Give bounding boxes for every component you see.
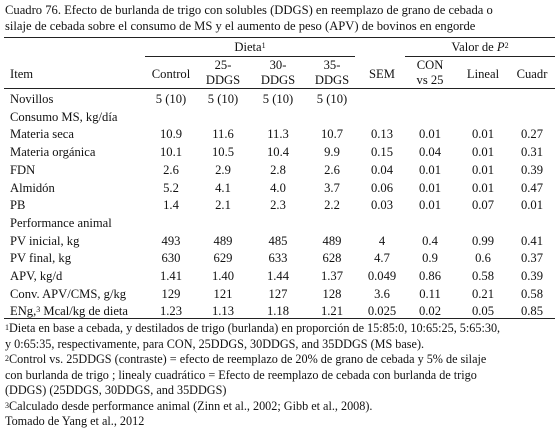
- header-rule: [4, 88, 555, 89]
- cell-lineal: 0.21: [471, 286, 495, 301]
- cell-con-vs-25: 0.02: [418, 304, 442, 319]
- col-header-25ddgs: 25- DDGS: [205, 58, 241, 87]
- cell-cuadr: 0.27: [520, 127, 544, 142]
- cell-con-vs-25: 0.01: [418, 198, 442, 213]
- row-label: Conv. APV/CMS, g/kg: [10, 286, 127, 301]
- cell-con-vs-25: 0.01: [418, 127, 442, 142]
- valor-p-rule: [405, 56, 555, 57]
- cell-lineal: 0.01: [471, 162, 495, 177]
- cell-35ddgs: 2.2: [324, 198, 340, 213]
- col-header-sem: SEM: [369, 67, 395, 81]
- cell-25ddgs: 629: [213, 251, 233, 266]
- cell-30ddgs: 1.18: [266, 304, 290, 319]
- cell-35ddgs: 5 (10): [316, 92, 348, 106]
- cell-30ddgs: 1.44: [266, 269, 290, 283]
- cell-25ddgs: 2.9: [215, 162, 231, 177]
- cell-25ddgs: 10.5: [211, 145, 235, 160]
- footnote-1: $^1$Dieta en base a cebada, y destilados de trigo (burlanda) en proporción de 15:85:0, 10:65:25, 5:65:30,: [5, 321, 501, 335]
- section-label: Performance animal: [10, 215, 112, 230]
- cell-lineal: 0.01: [471, 180, 495, 195]
- cell-30ddgs: 2.3: [270, 198, 286, 213]
- cell-35ddgs: 1.21: [320, 304, 344, 319]
- cell-30ddgs: 10.4: [266, 145, 290, 160]
- cell-35ddgs: 1.37: [320, 269, 344, 283]
- cell-25ddgs: 489: [213, 233, 233, 248]
- cell-cuadr: 0.85: [520, 304, 544, 319]
- cell-cuadr: 0.01: [520, 198, 544, 213]
- footnote-2: $^2$Control vs. 25DDGS (contraste) = efecto de reemplazo de 20% de grano de cebada y 5% de silaje: [5, 352, 487, 366]
- cell-control: 1.23: [159, 304, 183, 319]
- col-header-control: Control: [151, 67, 191, 81]
- top-rule: [4, 37, 555, 38]
- row-label: Almidón: [10, 180, 55, 195]
- cell-control: 2.6: [163, 162, 179, 177]
- cell-25ddgs: 4.1: [215, 180, 231, 195]
- row-label: FDN: [10, 162, 36, 177]
- caption-line-1: Cuadro 76. Efecto de burlanda de trigo con solubles (DDGS) en reemplazo de grano de cebada o: [5, 3, 493, 17]
- cell-cuadr: 0.47: [520, 180, 544, 195]
- cell-lineal: 0.05: [471, 304, 495, 319]
- cell-sem: 0.13: [370, 127, 394, 142]
- cell-25ddgs: 5 (10): [207, 92, 239, 106]
- cell-lineal: 0.99: [471, 233, 495, 248]
- cell-30ddgs: 127: [268, 286, 288, 301]
- cell-35ddgs: 9.9: [324, 145, 340, 160]
- cell-35ddgs: 10.7: [320, 127, 344, 142]
- dieta-rule: [145, 56, 355, 57]
- cell-lineal: 0.01: [471, 145, 495, 160]
- col-header-item: Item: [10, 67, 34, 81]
- footnote-2-cont-2: (DDGS) (25DDGS, 30DDGS, and 35DDGS): [5, 383, 227, 397]
- source-note: Tomado de Yang et al., 2012: [5, 414, 145, 428]
- cell-cuadr: 0.41: [520, 233, 544, 248]
- cell-30ddgs: 633: [268, 251, 288, 266]
- cell-control: 129: [161, 286, 181, 301]
- cell-control: 10.9: [159, 127, 183, 142]
- row-label: Materia seca: [10, 127, 74, 142]
- caption-line-2: silaje de cebada sobre el consumo de MS y el aumento de peso (APV) de bovinos en engorde: [5, 18, 476, 33]
- section-label: Consumo MS, kg/día: [10, 109, 118, 124]
- row-label: APV, kg/d: [10, 269, 63, 283]
- cell-sem: 4: [378, 233, 386, 248]
- cell-25ddgs: 121: [213, 286, 233, 301]
- row-label: ENg,$^3$ Mcal/kg de dieta: [10, 304, 129, 319]
- row-label: Novillos: [10, 92, 54, 106]
- cell-30ddgs: 11.3: [267, 127, 289, 142]
- col-header-35ddgs: 35- DDGS: [314, 58, 350, 87]
- row-label: PB: [10, 198, 26, 213]
- cell-35ddgs: 3.7: [324, 180, 340, 195]
- col-header-lineal: Lineal: [466, 67, 500, 81]
- cell-30ddgs: 485: [268, 233, 288, 248]
- dieta-group-header: Dieta$^1$: [234, 40, 266, 54]
- cell-con-vs-25: 0.01: [418, 180, 442, 195]
- row-label: PV final, kg: [10, 251, 71, 266]
- cell-cuadr: 0.39: [520, 162, 544, 177]
- cell-con-vs-25: 0.01: [418, 162, 442, 177]
- cell-cuadr: 0.31: [520, 145, 544, 160]
- cell-35ddgs: 2.6: [324, 162, 340, 177]
- footnote-2-cont: con burlanda de trigo ; linealy cuadrático = Efecto de reemplazo de cebada con burlanda de trigo: [5, 367, 477, 382]
- cell-30ddgs: 2.8: [270, 162, 286, 177]
- cell-cuadr: 0.58: [520, 286, 544, 301]
- cell-lineal: 0.07: [471, 198, 495, 213]
- cell-25ddgs: 2.1: [215, 198, 231, 213]
- col-header-cuadr: Cuadr: [516, 67, 548, 81]
- cell-con-vs-25: 0.9: [422, 251, 438, 266]
- valor-p-group-header: Valor de $P^2$: [451, 40, 509, 54]
- cell-con-vs-25: 0.4: [422, 233, 438, 248]
- cell-lineal: 0.58: [471, 269, 495, 283]
- table-caption: [5, 3, 493, 34]
- cell-control: 5 (10): [155, 92, 187, 106]
- cell-control: 5.2: [163, 180, 179, 195]
- cell-control: 1.4: [163, 198, 179, 213]
- cell-30ddgs: 4.0: [270, 180, 286, 195]
- cell-sem: 0.049: [367, 269, 397, 283]
- cell-con-vs-25: 0.86: [418, 269, 442, 283]
- cell-cuadr: 0.39: [520, 269, 544, 283]
- row-label: Materia orgánica: [10, 145, 96, 160]
- cell-con-vs-25: 0.04: [418, 145, 442, 160]
- cell-sem: 0.04: [370, 162, 394, 177]
- cell-control: 10.1: [159, 145, 183, 160]
- cell-sem: 4.7: [374, 251, 390, 266]
- cell-lineal: 0.01: [471, 127, 495, 142]
- cell-sem: 0.025: [367, 304, 397, 319]
- cell-sem: 0.15: [370, 145, 394, 160]
- cell-control: 630: [161, 251, 181, 266]
- cell-25ddgs: 1.40: [211, 269, 235, 283]
- cell-25ddgs: 1.13: [211, 304, 235, 319]
- cell-35ddgs: 489: [322, 233, 342, 248]
- cell-con-vs-25: 0.11: [419, 286, 441, 301]
- row-label: PV inicial, kg: [10, 233, 80, 248]
- bottom-rule: [4, 318, 555, 319]
- cell-sem: 0.03: [370, 198, 394, 213]
- cell-control: 493: [161, 233, 181, 248]
- footnote-3: $^3$Calculado desde performance animal (Zinn et al., 2002; Gibb et al., 2008).: [5, 398, 373, 413]
- col-header-con-vs-25: CON vs 25: [416, 58, 444, 87]
- cell-sem: 0.06: [370, 180, 394, 195]
- cell-35ddgs: 128: [322, 286, 342, 301]
- cell-lineal: 0.6: [475, 251, 491, 266]
- cell-35ddgs: 628: [322, 251, 342, 266]
- cell-sem: 3.6: [374, 286, 390, 301]
- cell-25ddgs: 11.6: [212, 127, 234, 142]
- col-header-30ddgs: 30- DDGS: [260, 58, 296, 87]
- cell-30ddgs: 5 (10): [262, 92, 294, 106]
- cell-cuadr: 0.37: [520, 251, 544, 266]
- footnote-1-cont: y 0:65:35, respectivamente, para CON, 25DDGS, 30DDGS, and 35DDGS (MS base).: [5, 336, 425, 351]
- cell-control: 1.41: [159, 269, 183, 283]
